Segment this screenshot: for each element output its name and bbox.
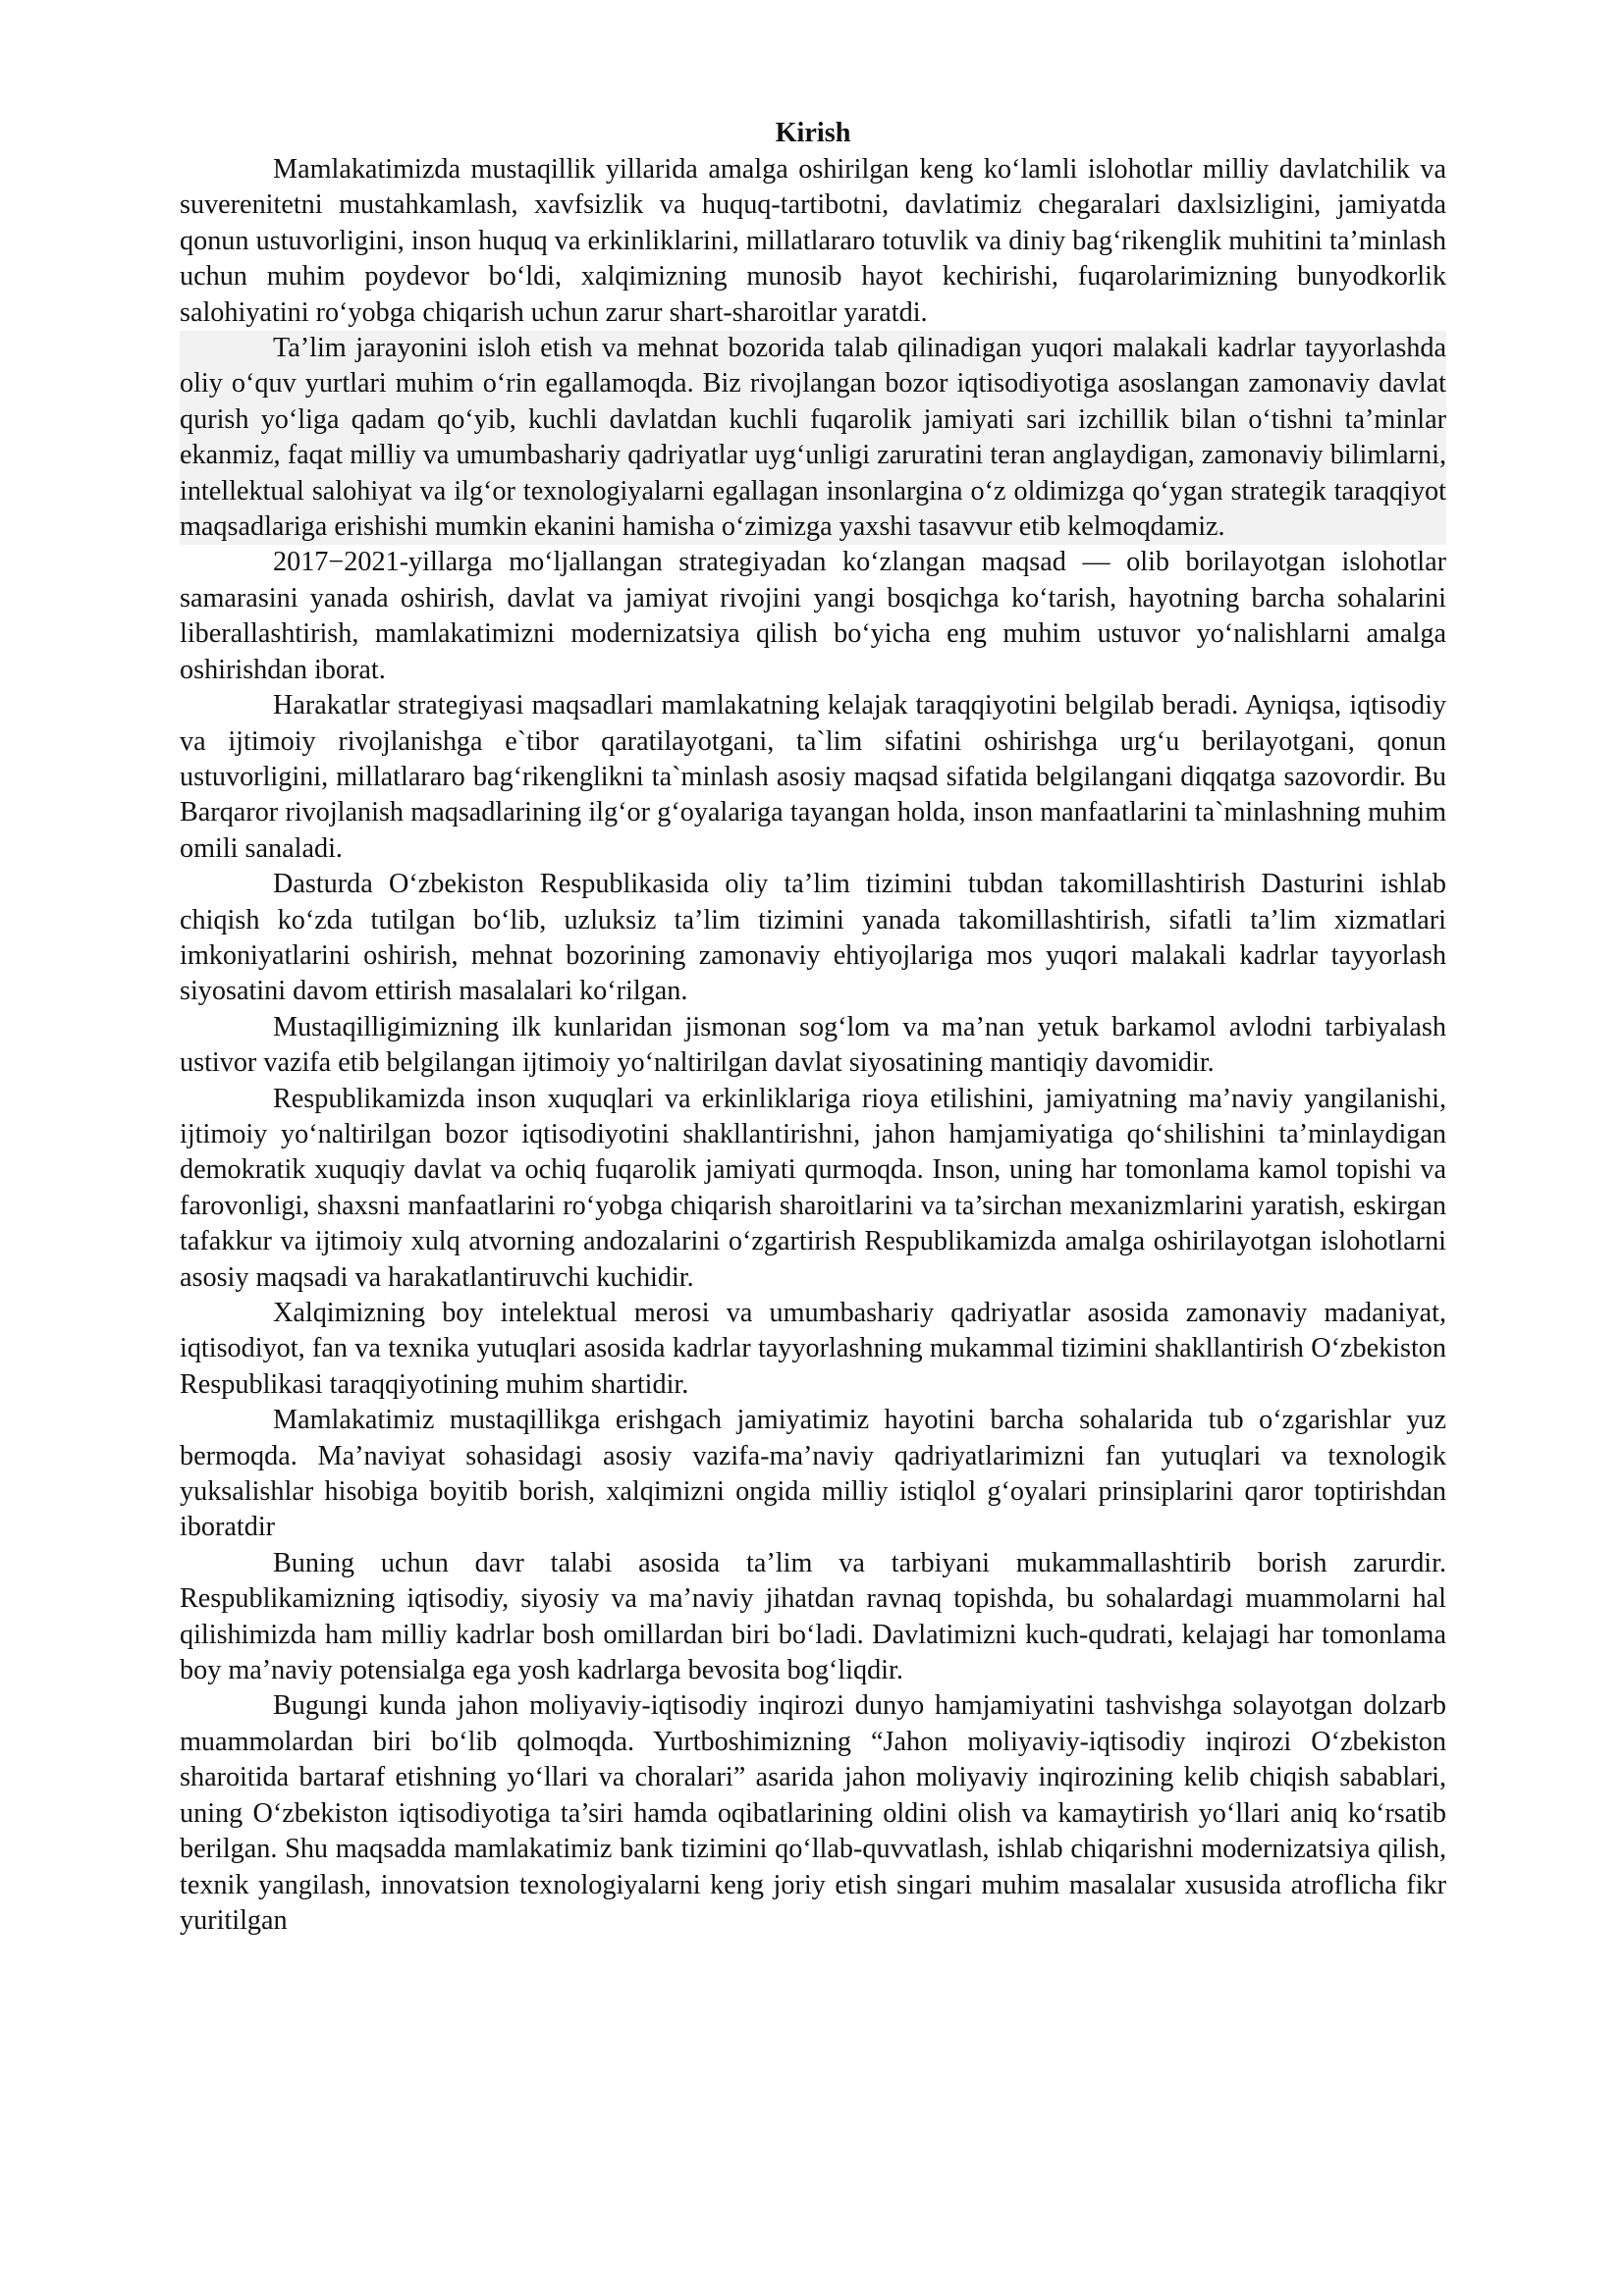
paragraph-8: Xalqimizning boy intelektual merosi va umumbashariy qadriyatlar asosida zamonaviy madaniyat, iqtisodiyot, fan va texnika yutuqlari asosida kadrlar tayyorlashning mukammal tizimini shakllantirish O‘zbekiston Respublikasi taraqqiyotining muhim shartidir. (180, 1298, 1446, 1400)
document-page (180, 116, 1446, 1939)
paragraph-1: Mamlakatimizda mustaqillik yillarida amalga oshirilgan keng ko‘lamli islohotlar milliy davlatchilik va suverenitetni mustahkamlash, xavfsizlik va huquq-tartibotni, davlatimiz chegaralari daxlsizligini, jamiyatda qonun ustuvorligini, inson huquq va erkinliklarini, millatlararo totuvlik va diniy bag‘rikenglik muhitini ta’minlash uchun muhim poydevor bo‘ldi, xalqimizning munosib hayot kechirishi, fuqarolarimizning bunyodkorlik salohiyatini ro‘yobga chiqarish uchun zarur shart-sharoitlar yaratdi. (180, 154, 1446, 328)
paragraph-2: Ta’lim jarayonini isloh etish va mehnat bozorida talab qilinadigan yuqori malakali kadrlar tayyorlashda oliy o‘quv yurtlari muhim o‘rin egallamoqda. Biz rivojlangan bozor iqtisodiyotiga asoslangan zamonaviy davlat qurish yo‘liga qadam qo‘yib, kuchli davlatdan kuchli fuqarolik jamiyati sari izchillik bilan o‘tishni ta’minlar ekanmiz, faqat milliy va umumbashariy qadriyatlar uyg‘unligi zaruratini teran anglaydigan, zamonaviy bilimlarni, intellektual salohiyat va ilg‘or texnologiyalarni egallagan insonlargina o‘z oldimizga qo‘ygan strategik taraqqiyot maqsadlariga erishishi mumkin ekanini hamisha o‘zimizga yaxshi tasavvur etib kelmoqdamiz. (180, 331, 1446, 545)
paragraph-9: Mamlakatimiz mustaqillikga erishgach jamiyatimiz hayotini barcha sohalarida tub o‘zgarishlar yuz bermoqda. Ma’naviyat sohasidagi asosiy vazifa-ma’naviy qadriyatlarimizni fan yutuqlari va texnologik yuksalishlar hisobiga boyitib borish, xalqimizni ongida milliy istiqlol g‘oyalari prinsiplarini qaror toptirishdan iboratdir (180, 1405, 1446, 1543)
paragraph-4: Harakatlar strategiyasi maqsadlari mamlakatning kelajak taraqqiyotini belgilab beradi. Ayniqsa, iqtisodiy va ijtimoiy rivojlanishga e`tibor qaratilayotgani, ta`lim sifatini oshirishga urg‘u berilayotgani, qonun ustuvorligini, millatlararo bag‘rikenglikni ta`minlash asosiy maqsad sifatida belgilangani diqqatga sazovordir. Bu Barqaror rivojlanish maqsadlarining ilg‘or g‘oyalariga tayangan holda, inson manfaatlarini ta`minlashning muhim omili sanaladi. (180, 690, 1446, 864)
page-title: Kirish (775, 118, 851, 148)
paragraph-3: 2017−2021-yillarga mo‘ljallangan strategiyadan ko‘zlangan maqsad — olib borilayotgan islohotlar samarasini yanada oshirish, davlat va jamiyat rivojini yangi bosqichga ko‘tarish, hayotning barcha sohalarini liberallashtirish, mamlakatimizni modernizatsiya qilish bo‘yicha eng muhim ustuvor yo‘nalishlarni amalga oshirishdan iborat. (180, 547, 1446, 685)
paragraph-6: Mustaqilligimizning ilk kunlaridan jismonan sog‘lom va ma’nan yetuk barkamol avlodni tarbiyalash ustivor vazifa etib belgilangan ijtimoiy yo‘naltirilgan davlat siyosatining mantiqiy davomidir. (180, 1011, 1446, 1079)
paragraph-5: Dasturda O‘zbekiston Respublikasida oliy ta’lim tizimini tubdan takomillashtirish Dasturini ishlab chiqish ko‘zda tutilgan bo‘lib, uzluksiz ta’lim tizimini yanada takomillashtirish, sifatli ta’lim xizmatlari imkoniyatlarini oshirish, mehnat bozorining zamonaviy ehtiyojlariga mos yuqori malakali kadrlar tayyorlash siyosatini davom ettirish masalalari ko‘rilgan. (180, 869, 1446, 1007)
paragraph-10: Buning uchun davr talabi asosida ta’lim va tarbiyani mukammallashtirib borish zarurdir. Respublikamizning iqtisodiy, siyosiy va ma’naviy jihatdan ravnaq topishda, bu sohalardagi muammolarni hal qilishimizda ham milliy kadrlar bosh omillardan biri bo‘ladi. Davlatimizni kuch-qudrati, kelajagi har tomonlama boy ma’naviy potensialga ega yosh kadrlarga bevosita bog‘liqdir. (180, 1547, 1446, 1686)
paragraph-11: Bugungi kunda jahon moliyaviy-iqtisodiy inqirozi dunyo hamjamiyatini tashvishga solayotgan dolzarb muammolardan biri bo‘lib qolmoqda. Yurtboshimizning “Jahon moliyaviy-iqtisodiy inqirozi O‘zbekiston sharoitida bartaraf etishning yo‘llari va choralari” asarida jahon moliyaviy inqirozining kelib chiqish sabablari, uning O‘zbekiston iqtisodiyotiga ta’siri hamda oqibatlarining oldini olish va kamaytirish yo‘llari aniq ko‘rsatib berilgan. Shu maqsadda mamlakatimiz bank tizimini qo‘llab-quvvatlash, ishlab chiqarishni modernizatsiya qilish, texnik yangilash, innovatsion texnologiyalarni keng joriy etish singari muhim masalalar xususida atroflicha fikr yuritilgan (180, 1690, 1446, 1936)
paragraph-7: Respublikamizda inson xuquqlari va erkinliklariga rioya etilishini, jamiyatning ma’naviy yangilanishi, ijtimoiy yo‘naltirilgan bozor iqtisodiyotini shakllantirishni, jahon hamjamiyatiga qo‘shilishini ta’minlaydigan demokratik xuquqiy davlat va ochiq fuqarolik jamiyati qurmoqda. Inson, uning har tomonlama kamol topishi va farovonligi, shaxsni manfaatlarini ro‘yobga chiqarish sharoitlarini va ta’sirchan mexanizmlarini yaratish, eskirgan tafakkur va ijtimoiy xulq atvorning andozalarini o‘zgartirish Respublikamizda amalga oshirilayotgan islohotlarni asosiy maqsadi va harakatlantiruvchi kuchidir. (180, 1083, 1446, 1293)
